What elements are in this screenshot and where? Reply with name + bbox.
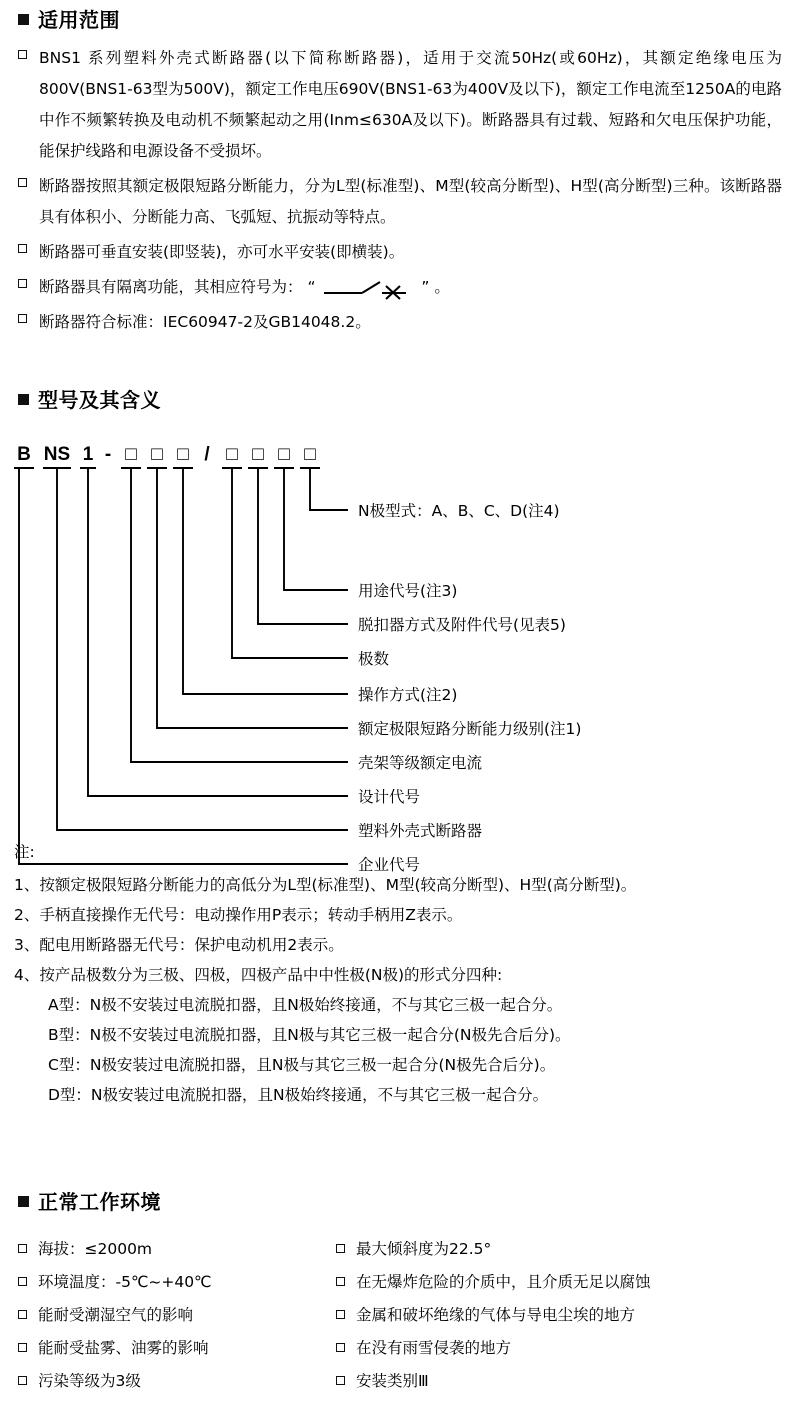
env-item-left: [18, 1337, 336, 1370]
scope-item-text: 断路器可垂直安装(即竖装)，亦可水平安装(即横装)。: [39, 243, 405, 261]
leader-line-8: [88, 468, 348, 796]
env-item-right: [336, 1271, 782, 1304]
scope-list-item: [18, 171, 782, 233]
notes-block: [14, 838, 786, 1110]
leader-label-enterprise-code: 企业代号: [358, 856, 421, 874]
n-type-c: C型：N极安装过电流脱扣器，且N极与其它三极一起合分(N极先合后分)。: [48, 1056, 556, 1074]
code-part: □: [278, 444, 290, 465]
leader-label-usage-code: 用途代号(注3): [358, 582, 458, 600]
env-text: 安装类别Ⅲ: [356, 1372, 429, 1390]
env-text: 在无爆炸危险的介质中，且介质无足以腐蚀: [356, 1273, 651, 1291]
n-type-d: D型：N极安装过电流脱扣器，且N极始终接通，不与其它三极一起合分。: [48, 1086, 549, 1104]
code-part: □: [125, 444, 137, 465]
code-part: □: [151, 444, 163, 465]
hollow-square-bullet-icon: [336, 1310, 345, 1319]
env-item-right: [336, 1337, 782, 1370]
note-item-2: 2、手柄直接操作无代号：电动操作用P表示；转动手柄用Z表示。: [14, 906, 463, 924]
note-item-4: 4、按产品极数分为三极、四极，四极产品中中性极(N极)的形式分四种:: [14, 966, 503, 984]
leader-label-breaking-capacity: 额定极限短路分断能力级别(注1): [358, 720, 582, 738]
environment-conditions-grid: [18, 1238, 782, 1403]
hollow-square-bullet-icon: [336, 1376, 345, 1385]
leader-line-7: [131, 468, 348, 762]
switch-disconnector-symbol: [322, 277, 414, 299]
hollow-square-bullet-icon: [18, 314, 27, 323]
leader-label-mccb: 塑料外壳式断路器: [358, 822, 483, 840]
leader-label-operation-mode: 操作方式(注2): [358, 686, 458, 704]
scope-section-heading: [18, 4, 120, 33]
env-item-left: [18, 1370, 336, 1403]
isolation-item-text: [39, 272, 782, 303]
env-text: 在没有雨雪侵袭的地方: [356, 1339, 512, 1357]
hollow-square-bullet-icon: [336, 1244, 345, 1253]
leader-labels: [358, 501, 581, 874]
env-item-left: [18, 1238, 336, 1271]
hollow-square-bullet-icon: [18, 1310, 27, 1319]
leader-lines: [19, 468, 348, 864]
code-part: NS: [43, 444, 71, 465]
scope-item-text: 断路器符合标准：IEC60947-2及GB14048.2。: [39, 313, 371, 331]
scope-list-item: [18, 307, 782, 338]
env-item-right: [336, 1304, 782, 1337]
model-designation-diagram: [0, 432, 800, 874]
leader-label-pole-count: 极数: [358, 650, 390, 668]
env-text: 最大倾斜度为22.5°: [356, 1240, 492, 1258]
hollow-square-bullet-icon: [336, 1277, 345, 1286]
model-heading-text: 型号及其含义: [38, 388, 161, 412]
hollow-square-bullet-icon: [18, 1343, 27, 1352]
env-text: 金属和破坏绝缘的气体与导电尘埃的地方: [356, 1306, 636, 1324]
scope-list-item-isolation: [18, 272, 782, 303]
n-type-b: B型：N极不安装过电流脱扣器，且N极与其它三极一起合分(N极先合后分)。: [48, 1026, 571, 1044]
note-item-1: 1、按额定极限短路分断能力的高低分为L型(标准型)、M型(较高分断型)、H型(高分断型)。: [14, 876, 637, 894]
code-part: B: [17, 444, 31, 465]
leader-label-design-code: 设计代号: [358, 788, 421, 806]
scope-list-item: [18, 43, 782, 167]
n-type-a: A型：N极不安装过电流脱扣器，且N极始终接通，不与其它三极一起合分。: [48, 996, 563, 1014]
leader-line-1: [310, 468, 348, 510]
hollow-square-bullet-icon: [18, 1244, 27, 1253]
env-item-left: [18, 1304, 336, 1337]
env-text: 环境温度：-5℃~+40℃: [38, 1273, 212, 1291]
env-text: 污染等级为3级: [38, 1372, 141, 1390]
hollow-square-bullet-icon: [18, 50, 27, 59]
code-part: -: [104, 444, 112, 465]
note-item-3: 3、配电用断路器无代号：保护电动机用2表示。: [14, 936, 344, 954]
env-item-right: [336, 1370, 782, 1403]
env-text: 海拔：≤2000m: [38, 1240, 153, 1258]
hollow-square-bullet-icon: [18, 244, 27, 253]
isolation-quote-close: ”: [421, 278, 430, 296]
filled-square-bullet-icon: [18, 1196, 29, 1207]
scope-list-item: [18, 237, 782, 268]
env-item-right: [336, 1238, 782, 1271]
hollow-square-bullet-icon: [18, 1376, 27, 1385]
env-text: 能耐受潮湿空气的影响: [38, 1306, 194, 1324]
code-part: □: [177, 444, 189, 465]
leader-line-9: [57, 468, 348, 830]
leader-line-3: [258, 468, 348, 624]
scope-item-text: 断路器按照其额定极限短路分断能力，分为L型(标准型)、M型(较高分断型)、H型(高分断型)三种。该断路器具有体积小、分断能力高、飞弧短、抗振动等特点。: [39, 177, 782, 226]
leader-line-2: [284, 468, 348, 590]
scope-item-text: BNS1 系列塑料外壳式断路器(以下简称断路器)，适用于交流50Hz(或60Hz)，其额定绝缘电压为800V(BNS1-63型为500V)，额定工作电压690V(BNS1-63为400V及以下)，额定工作电流至1250A的电路中作不频繁转换及电动机不频繁起动之用(Inm≤630A及以下)。断路器具有过载、短路和欠电压保护功能，能保护线路和电源设备不受损坏。: [39, 49, 782, 160]
code-part: □: [252, 444, 264, 465]
isolation-quote-open: “: [307, 278, 316, 296]
environment-heading-text: 正常工作环境: [38, 1190, 161, 1214]
leader-line-6: [157, 468, 348, 728]
scope-heading-text: 适用范围: [38, 8, 120, 32]
hollow-square-bullet-icon: [18, 1277, 27, 1286]
model-section-heading: [18, 384, 161, 413]
leader-label-trip-unit-accessory: 脱扣器方式及附件代号(见表5): [358, 616, 566, 634]
leader-label-frame-rated-current: 壳架等级额定电流: [358, 754, 483, 772]
environment-section-heading: [18, 1186, 161, 1215]
leader-line-4: [232, 468, 348, 658]
hollow-square-bullet-icon: [18, 178, 27, 187]
notes-title: 注:: [14, 843, 35, 861]
code-part: □: [304, 444, 316, 465]
model-code-string: [17, 444, 316, 465]
isolation-prefix-text: 断路器具有隔离功能，其相应符号为：: [39, 278, 303, 296]
leader-line-5: [183, 468, 348, 694]
code-part: 1: [82, 444, 94, 465]
env-item-left: [18, 1271, 336, 1304]
code-part: □: [226, 444, 238, 465]
isolation-suffix-text: 。: [434, 278, 450, 296]
hollow-square-bullet-icon: [336, 1343, 345, 1352]
leader-label-n-pole-type: N极型式：A、B、C、D(注4): [358, 502, 560, 520]
filled-square-bullet-icon: [18, 394, 29, 405]
code-part: /: [204, 444, 210, 465]
hollow-square-bullet-icon: [18, 279, 27, 288]
filled-square-bullet-icon: [18, 14, 29, 25]
env-text: 能耐受盐雾、油雾的影响: [38, 1339, 209, 1357]
scope-bullet-list: [18, 43, 782, 342]
